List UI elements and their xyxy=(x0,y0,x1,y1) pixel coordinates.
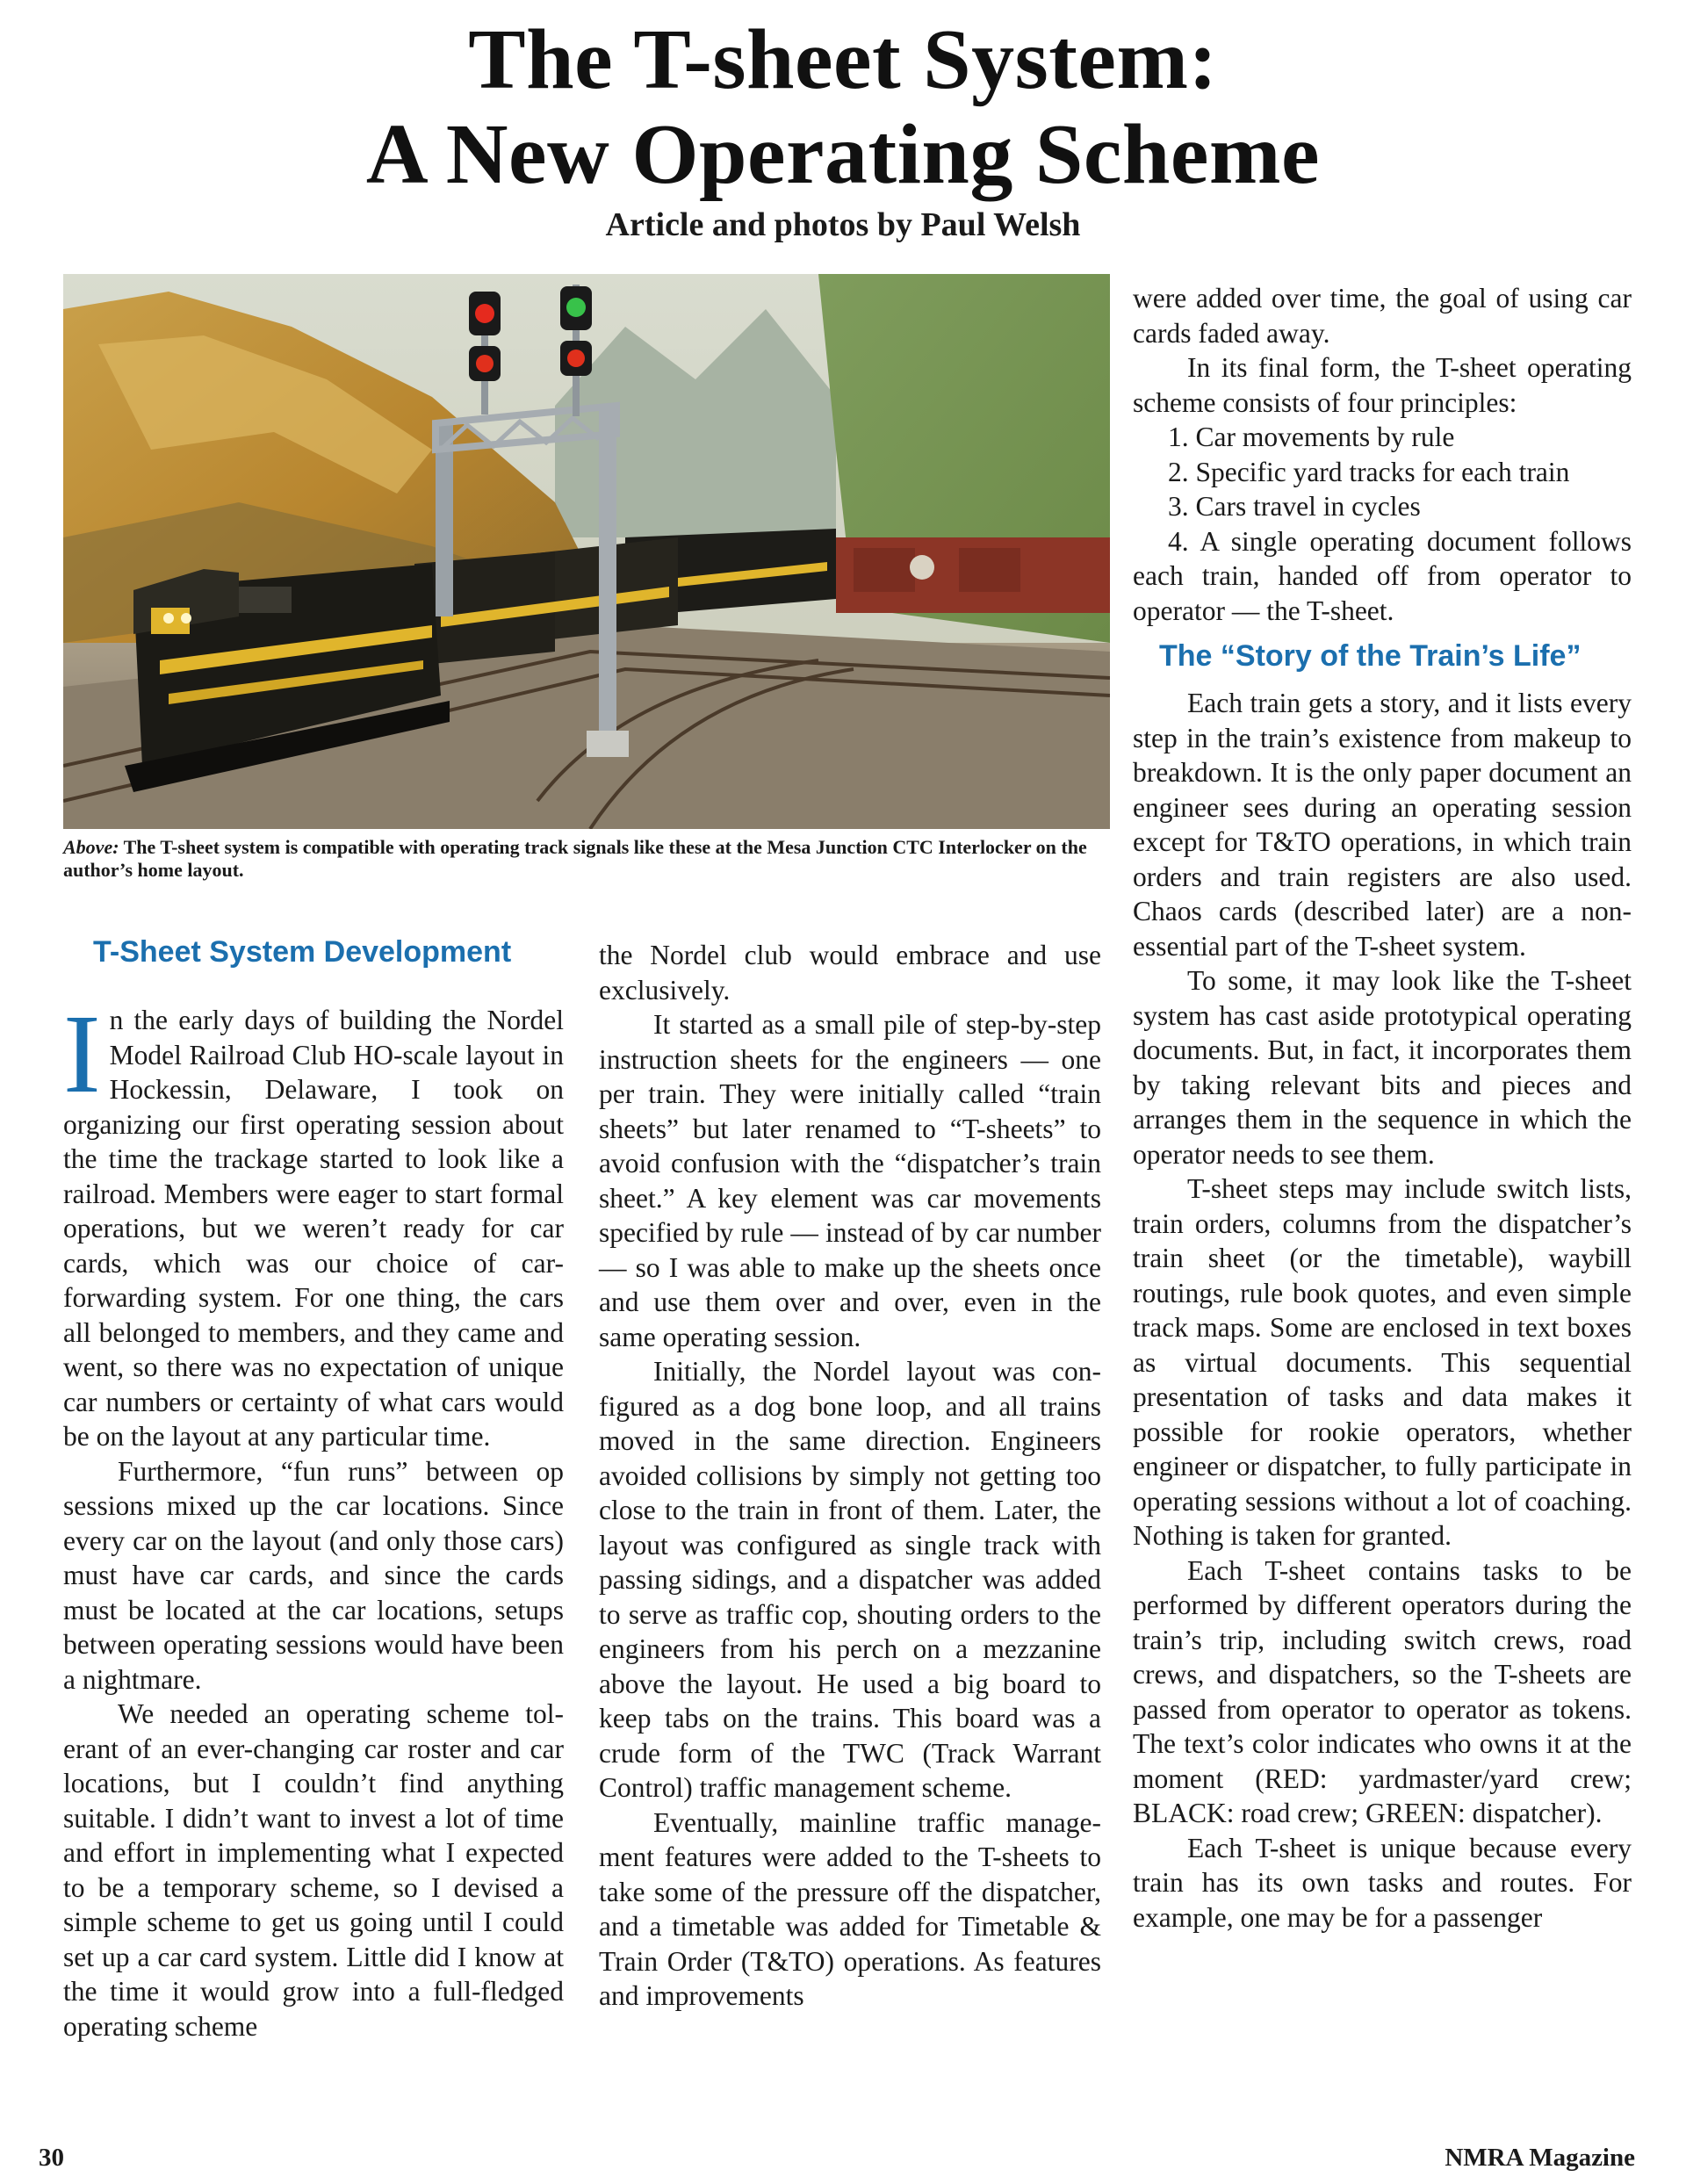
paragraph-c2-3: Initially, the Nordel layout was configured as a dog bone loop, and all trains moved in the same direction. Engineers avoided collisions by simply not getting too close to the train in front of them. Later, the layout was configured as single track with passing sidings, and a dispatcher was added to serve as traffic cop, shouting orders to the engineers from his perch on a mezzanine above the layout. He used a big board to keep tabs on the trains. This board was a crude form of the TWC (Track Warrant Control) traffic management scheme. xyxy=(599,1356,1101,1803)
paragraph-1 xyxy=(63,991,564,1454)
paragraph-story-4: Each T-sheet contains tasks to be performed by different operators during the train’s trip, including switch crews, road crews, and dispatchers, so the T-sheets are passed from operator to operator as tokens. The text’s color indicates who owns it at the moment (RED: yardmaster/yard crew; BLACK: road crew; GREEN: dispatcher). xyxy=(1133,1554,1632,1828)
photo-caption xyxy=(63,836,1110,882)
paragraph-c2-1: the Nordel club would embrace and use exclusively. xyxy=(599,940,1101,1006)
column-1 xyxy=(63,991,564,2043)
section-heading-story: The “Story of the Train’s Life” xyxy=(1159,639,1582,673)
paragraph-2: Furthermore, “fun runs” between op sessions mixed up the car locations. Since every car on the layout (and only those cars) must have car cards, and since the cards must be located at the car locations, setups between operating sessions would have been a nightmare. xyxy=(63,1455,564,1695)
title-line-2: A New Operating Scheme xyxy=(365,107,1321,202)
signal-bridge-photo xyxy=(63,274,1110,829)
byline: Article and photos by Paul Welsh xyxy=(605,206,1081,243)
paragraph-c3-2: In its final form, the T-sheet operating scheme consists of four principles: xyxy=(1133,352,1632,418)
principle-item: 2. Specific yard tracks for each train xyxy=(1168,456,1570,487)
paragraph-c3-1: were added over time, the goal of using car cards faded away. xyxy=(1133,283,1632,349)
paragraph-story-3: T-sheet steps may include switch lists, train orders, columns from the dispatcher’s train sheet (or the timetable), waybill routings, rule book quotes, and even simple track maps. Some are enclosed in text boxes as virtual documents. This sequential presentation of tasks and data makes it possible for rookie operators, whether engineer or dispatcher, to fully participate in operating sessions without a lot of coaching. Nothing is taken for granted. xyxy=(1133,1173,1632,1551)
article-title xyxy=(0,12,1686,202)
page-number: 30 xyxy=(39,2144,64,2172)
photo-illustration xyxy=(63,274,1110,829)
principle-item: 3. Cars travel in cycles xyxy=(1168,491,1421,522)
drop-cap: I xyxy=(63,991,101,1116)
caption-text: The T-sheet system is compatible with operating track signals like these at the Mesa Junction CTC Interlocker on the author’s home layout. xyxy=(63,836,1087,881)
section-heading-development: T-Sheet System Development xyxy=(93,935,512,969)
caption-lead: Above: xyxy=(63,836,119,858)
paragraph-story-1: Each train gets a story, and it lists every step in the train’s existence from makeup to breakdown. It is the only paper document an engineer sees during an operating session except for T&TO operations, in which train orders and train registers are also used. Chaos cards (described later) are a non-essential part of the T-sheet system. xyxy=(1133,688,1632,962)
paragraph-story-2: To some, it may look like the T-sheet system has cast aside prototypical operating documents. But, in fact, it incorporates them by taking relevant bits and pieces and arranges them in the sequence in which the operator needs to see them. xyxy=(1133,965,1632,1170)
principle-item: 4. A single operating document follows each train, handed off from operator to operator — the T-sheet. xyxy=(1133,525,1632,626)
title-line-1: The T-sheet System: xyxy=(468,12,1218,107)
paragraph-1-text: n the early days of building the Nordel Model Railroad Club HO-scale layout in Hockessin, Delaware, I took on organizing our first operating session about the time the trackage started to look like a railroad. Members were eager to start formal operations, but we weren’t ready for car cards, which was our choice of car-forwarding system. For one thing, the cars all belonged to members, and they came and went, so there was no expectation of unique car numbers or certainty of what cars would be on the layout at any particular time. xyxy=(63,1005,564,1452)
paragraph-c2-2: It started as a small pile of step-by-step instruction sheets for the engineers — one per train. They were initially called “train sheets” but later renamed to “T-sheets” to avoid confusion with the “dispatcher’s train sheet.” A key element was car movements specified by rule — instead of by car number — so I was able to make up the sheets once and use them over and over, even in the same operating session. xyxy=(599,1009,1101,1352)
paragraph-3: We needed an operating scheme tolerant of an ever-changing car roster and car locations, but I couldn’t find anything suitable. I didn’t want to invest a lot of time and effort in implementing what I expected to be a temporary scheme, so I devised a simple scheme to get us going until I could set up a car card system. Little did I know at the time it would grow into a full-fledged operating scheme xyxy=(63,1698,564,2042)
column-2 xyxy=(599,938,1101,2014)
principle-item: 1. Car movements by rule xyxy=(1168,422,1455,452)
paragraph-c2-4: Eventually, mainline traffic management features were added to the T-sheets to take some of the pressure off the dispatcher, and a timetable was added for Timetable & Train Order (T&TO) operations. As features and improvements xyxy=(599,1806,1101,2011)
column-3 xyxy=(1133,281,1632,1935)
paragraph-story-5: Each T-sheet is unique because every train has its own tasks and routes. For example, one may be for a passenger xyxy=(1133,1832,1632,1933)
magazine-name: NMRA Magazine xyxy=(1445,2144,1635,2172)
